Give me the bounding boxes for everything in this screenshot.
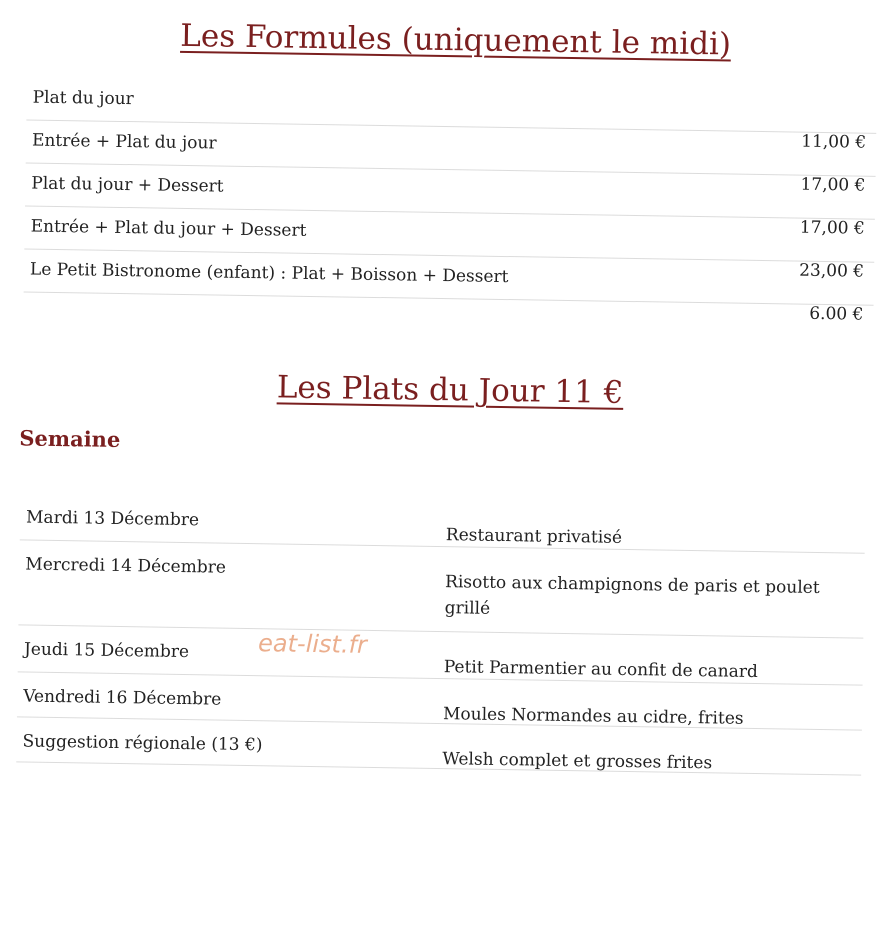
dish-label: Risotto aux champignons de paris et poulet grillé — [444, 572, 820, 619]
formule-label: Entrée + Plat du jour — [31, 130, 217, 154]
formule-price: 17,00 € — [800, 174, 866, 196]
day-label: Mercredi 14 Décembre — [25, 554, 227, 578]
dish-label: Welsh complet et grosses frites — [442, 749, 713, 774]
table-row — [18, 540, 864, 638]
day-label: Vendredi 16 Décembre — [23, 686, 222, 710]
formule-label: Plat du jour + Dessert — [31, 173, 224, 197]
formules-title: Les Formules (uniquement le midi) — [180, 17, 732, 63]
plats-title: Les Plats du Jour 11 € — [276, 369, 624, 411]
dish-label: Restaurant privatisé — [445, 525, 623, 548]
formule-price: 17,00 € — [799, 217, 865, 239]
watermark: eat-list.fr — [257, 629, 368, 659]
day-label: Jeudi 15 Décembre — [23, 639, 190, 663]
formule-label: Le Petit Bistronome (enfant) : Plat + Boisson + Dessert — [29, 259, 509, 288]
day-label: Suggestion régionale (13 €) — [22, 731, 263, 756]
plats-table — [16, 493, 865, 775]
section-heading: Semaine — [19, 425, 121, 452]
dish-label: Moules Normandes au cidre, frites — [442, 704, 744, 729]
formule-label: Entrée + Plat du jour + Dessert — [30, 216, 307, 241]
formules-table — [24, 77, 877, 325]
formule-price: 11,00 € — [801, 131, 867, 153]
dish-label: Petit Parmentier au confit de canard — [443, 657, 758, 683]
day-label: Mardi 13 Décembre — [25, 507, 200, 531]
formule-price: 6.00 € — [809, 303, 864, 325]
formule-label: Plat du jour — [32, 87, 134, 110]
formule-price: 23,00 € — [799, 260, 865, 282]
